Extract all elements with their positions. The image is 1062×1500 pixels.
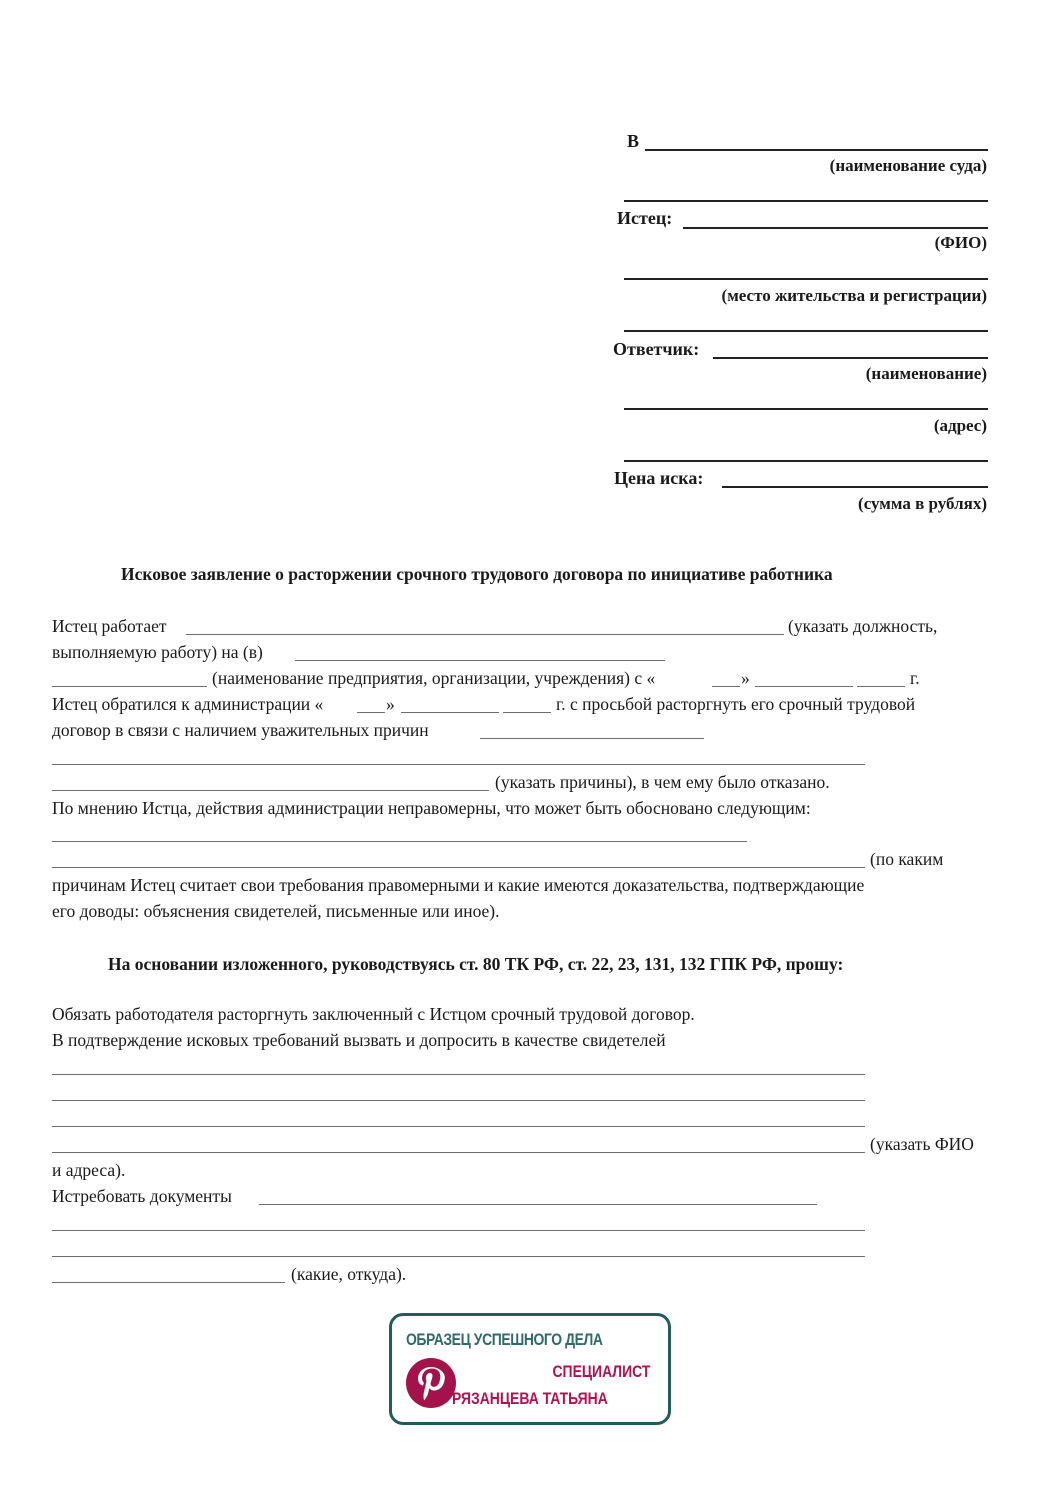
residence-extra-field[interactable] bbox=[624, 330, 988, 332]
reasons-field[interactable] bbox=[480, 738, 704, 739]
request-heading: На основании изложенного, руководствуясь ст. 80 ТК РФ, ст. 22, 23, 131, 132 ГПК РФ, прошу: bbox=[108, 954, 844, 974]
stamp-title: ОБРАЗЕЦ УСПЕШНОГО ДЕЛА bbox=[406, 1330, 603, 1349]
start-month-field[interactable] bbox=[755, 686, 853, 687]
documents-hint: (какие, откуда). bbox=[291, 1264, 407, 1284]
address-hint: (адрес) bbox=[933, 416, 987, 435]
body-text: По мнению Истца, действия администрации неправомерны, что может быть обосновано следующим: bbox=[52, 798, 811, 818]
witness-field[interactable] bbox=[52, 1100, 865, 1101]
court-hint: (наименование суда) bbox=[829, 156, 987, 175]
body-text: его доводы: объяснения свидетелей, письменные или иное). bbox=[52, 901, 500, 921]
appeal-month-field[interactable] bbox=[401, 712, 499, 713]
start-day-field[interactable] bbox=[712, 686, 740, 687]
appeal-day-field[interactable] bbox=[357, 712, 385, 713]
body-text: г. bbox=[910, 668, 920, 688]
witness-hint: (указать ФИО bbox=[870, 1134, 974, 1154]
request-item: В подтверждение исковых требований вызвать и допросить в качестве свидетелей bbox=[52, 1030, 666, 1050]
body-text: договор в связи с наличием уважительных причин bbox=[52, 720, 429, 740]
claim-price-field[interactable] bbox=[722, 486, 988, 488]
stamp-role: СПЕЦИАЛИСТ bbox=[552, 1362, 650, 1381]
body-text: (указать должность, bbox=[788, 616, 938, 636]
court-extra-field[interactable] bbox=[624, 200, 988, 202]
employer-field[interactable] bbox=[295, 660, 665, 661]
claim-price-label: Цена иска: bbox=[614, 468, 704, 488]
witness-field[interactable] bbox=[52, 1152, 865, 1153]
pinterest-icon bbox=[406, 1358, 456, 1408]
defendant-hint: (наименование) bbox=[865, 364, 987, 383]
body-text: г. с просьбой расторгнуть его срочный трудовой bbox=[556, 694, 916, 714]
court-name-field[interactable] bbox=[645, 149, 988, 151]
defendant-name-field[interactable] bbox=[713, 357, 988, 359]
reasons-field-cont[interactable] bbox=[52, 790, 489, 791]
justification-field[interactable] bbox=[52, 841, 747, 842]
body-text: Истец работает bbox=[52, 616, 167, 636]
reasons-field-cont[interactable] bbox=[52, 764, 865, 765]
start-year-field[interactable] bbox=[857, 686, 905, 687]
documents-field[interactable] bbox=[259, 1204, 817, 1205]
justification-field-cont[interactable] bbox=[52, 867, 865, 868]
documents-field-cont[interactable] bbox=[52, 1282, 285, 1283]
body-text: (указать причины), в чем ему было отказано. bbox=[495, 772, 830, 792]
sample-stamp bbox=[389, 1313, 671, 1425]
court-prefix: В bbox=[627, 131, 640, 151]
documents-field-cont[interactable] bbox=[52, 1230, 865, 1231]
documents-field-cont[interactable] bbox=[52, 1256, 865, 1257]
body-text: (по каким bbox=[870, 849, 944, 869]
witness-hint-cont: и адреса). bbox=[52, 1160, 126, 1180]
appeal-year-field[interactable] bbox=[503, 712, 551, 713]
residence-hint: (место жительства и регистрации) bbox=[721, 286, 987, 305]
witness-field[interactable] bbox=[52, 1074, 865, 1075]
claim-price-hint: (сумма в рублях) bbox=[858, 494, 987, 513]
body-text: » bbox=[741, 668, 750, 688]
request-item: Истребовать документы bbox=[52, 1186, 232, 1206]
body-text: Истец обратился к администрации « bbox=[52, 694, 324, 714]
body-text: причинам Истец считает свои требования правомерными и какие имеются доказательства, подтверждающие bbox=[52, 875, 865, 895]
defendant-label: Ответчик: bbox=[613, 339, 700, 359]
body-text: (наименование предприятия, организации, учреждения) с « bbox=[212, 668, 656, 688]
document-title: Исковое заявление о расторжении срочного трудового договора по инициативе работника bbox=[121, 564, 833, 584]
address-extra-field[interactable] bbox=[624, 460, 988, 462]
plaintiff-label: Истец: bbox=[617, 208, 673, 228]
plaintiff-residence-field[interactable] bbox=[624, 278, 988, 280]
stamp-name: РЯЗАНЦЕВА ТАТЬЯНА bbox=[452, 1389, 608, 1408]
body-text: выполняемую работу) на (в) bbox=[52, 642, 263, 662]
defendant-address-field[interactable] bbox=[624, 408, 988, 410]
body-text: » bbox=[386, 694, 395, 714]
witness-field[interactable] bbox=[52, 1126, 865, 1127]
request-item: Обязать работодателя расторгнуть заключенный с Истцом срочный трудовой договор. bbox=[52, 1004, 695, 1024]
plaintiff-name-field[interactable] bbox=[683, 227, 988, 229]
plaintiff-hint: (ФИО) bbox=[934, 233, 987, 252]
position-field[interactable] bbox=[186, 634, 784, 635]
employer-field-cont[interactable] bbox=[52, 686, 207, 687]
